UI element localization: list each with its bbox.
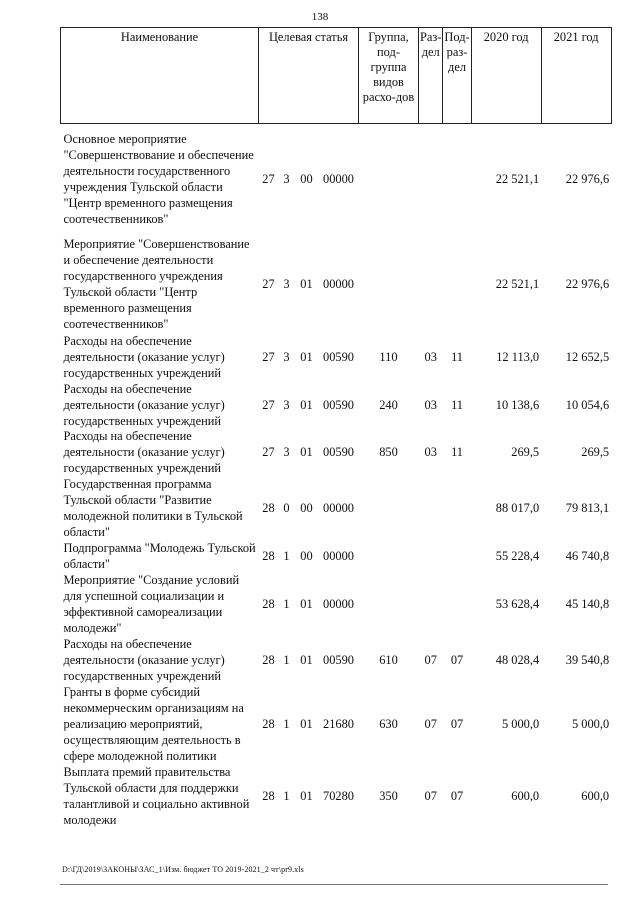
expense-group — [359, 573, 419, 637]
target-event: 00 — [300, 549, 313, 564]
razdel: 03 — [424, 445, 437, 460]
value-2021: 600,0 — [581, 788, 610, 803]
table-row — [61, 429, 612, 477]
podrazdel — [443, 236, 471, 334]
podrazdel — [443, 573, 471, 637]
value-2021: 10 054,6 — [565, 397, 610, 412]
target-program: 28 — [262, 716, 275, 731]
row-name: Расходы на обеспечение деятельности (оказание услуг) государственных учреждений — [63, 429, 225, 476]
razdel — [419, 541, 443, 573]
target-event: 01 — [300, 716, 313, 731]
target-direction: 00590 — [323, 653, 354, 668]
target-direction: 00000 — [323, 501, 354, 516]
value-2020: 5 000,0 — [501, 716, 540, 731]
target-event: 01 — [300, 653, 313, 668]
target-direction: 00590 — [323, 445, 354, 460]
budget-table — [60, 27, 612, 829]
target-event: 01 — [300, 397, 313, 412]
podrazdel: 11 — [451, 397, 463, 412]
target-direction: 21680 — [323, 716, 354, 731]
expense-group: 630 — [379, 716, 398, 731]
target-program: 27 — [262, 397, 275, 412]
target-subprogram: 3 — [283, 445, 290, 460]
value-2020: 600,0 — [511, 788, 540, 803]
target-subprogram: 1 — [283, 788, 290, 803]
razdel — [419, 477, 443, 541]
value-2021: 39 540,8 — [565, 653, 610, 668]
target-direction: 00590 — [323, 349, 354, 364]
table-row — [61, 124, 612, 237]
table-row — [61, 541, 612, 573]
target-program: 28 — [262, 597, 275, 612]
row-name: Государственная программа Тульской области "Развитие молодежной политики в Тульской области" — [63, 477, 243, 540]
razdel: 07 — [424, 788, 437, 803]
value-2021: 269,5 — [581, 445, 610, 460]
table-row — [61, 637, 612, 685]
razdel: 07 — [424, 716, 437, 731]
target-subprogram: 1 — [283, 597, 290, 612]
target-subprogram: 1 — [283, 549, 290, 564]
value-2020: 22 521,1 — [495, 172, 540, 187]
value-2020: 55 228,4 — [495, 549, 540, 564]
target-event: 01 — [300, 597, 313, 612]
row-name: Гранты в форме субсидий некоммерческим организациям на реализацию мероприятий, осуществляющим деятельность в сфере молодежной политики — [63, 685, 244, 763]
header-podrazdel: Под-раз-дел — [443, 28, 471, 124]
value-2020: 48 028,4 — [495, 653, 540, 668]
table-row — [61, 685, 612, 765]
target-direction: 00000 — [323, 277, 354, 292]
value-2020: 22 521,1 — [495, 277, 540, 292]
row-name: Расходы на обеспечение деятельности (оказание услуг) государственных учреждений — [63, 381, 225, 428]
expense-group: 240 — [379, 397, 398, 412]
header-target: Целевая статья — [259, 28, 359, 124]
target-program: 27 — [262, 277, 275, 292]
table-row — [61, 382, 612, 430]
target-subprogram: 1 — [283, 653, 290, 668]
razdel: 07 — [424, 653, 437, 668]
page-number: 138 — [311, 11, 329, 23]
table-row — [61, 573, 612, 637]
header-2020: 2020 год — [471, 28, 541, 124]
value-2020: 12 113,0 — [496, 349, 540, 364]
row-name: Расходы на обеспечение деятельности (оказание услуг) государственных учреждений — [63, 637, 225, 683]
footer-file-path: D:\ГД\2019\ЗАКОНЫ\ЗАС_1\Изм. бюджет ТО 2019-2021_2 чт\pr9.xls — [62, 865, 304, 874]
expense-group: 610 — [379, 653, 398, 668]
target-event: 01 — [300, 277, 313, 292]
value-2020: 269,5 — [511, 445, 540, 460]
podrazdel: 07 — [450, 716, 464, 731]
target-direction: 00000 — [323, 597, 354, 612]
target-event: 01 — [300, 349, 313, 364]
target-program: 28 — [262, 788, 275, 803]
target-subprogram: 3 — [283, 397, 290, 412]
row-name: Основное мероприятие "Совершенствование и обеспечение деятельности государственного учреждения Тульской области "Центр временного размещения соотечественников" — [63, 132, 254, 226]
value-2021: 22 976,6 — [565, 172, 610, 187]
podrazdel — [443, 541, 471, 573]
row-name: Мероприятие "Создание условий для успешной социализации и эффективной самореализации молодежи" — [63, 573, 240, 636]
table-row — [61, 765, 612, 829]
value-2021: 12 652,5 — [565, 349, 610, 364]
value-2020: 88 017,0 — [495, 501, 540, 516]
value-2020: 53 628,4 — [495, 597, 540, 612]
expense-group — [359, 477, 419, 541]
target-subprogram: 1 — [283, 716, 290, 731]
target-event: 00 — [300, 501, 313, 516]
header-2021: 2021 год — [541, 28, 611, 124]
target-subprogram: 0 — [283, 501, 290, 516]
razdel: 03 — [424, 397, 437, 412]
target-direction: 00590 — [323, 397, 354, 412]
row-name: Расходы на обеспечение деятельности (оказание услуг) государственных учреждений — [63, 334, 225, 380]
podrazdel — [443, 477, 471, 541]
target-event: 00 — [300, 172, 313, 187]
table-row — [61, 236, 612, 334]
table-body — [61, 124, 612, 829]
expense-group: 850 — [379, 445, 398, 460]
podrazdel: 07 — [450, 788, 464, 803]
value-2021: 5 000,0 — [571, 716, 610, 731]
bottom-divider — [60, 884, 608, 885]
target-program: 27 — [262, 172, 275, 187]
target-subprogram: 3 — [283, 172, 290, 187]
header-group: Группа, под-группа видов расхо-дов — [359, 28, 419, 124]
target-program: 27 — [262, 349, 275, 364]
value-2020: 10 138,6 — [495, 397, 540, 412]
target-subprogram: 3 — [283, 277, 290, 292]
podrazdel: 07 — [450, 653, 464, 668]
expense-group — [359, 541, 419, 573]
target-direction: 70280 — [323, 788, 354, 803]
value-2021: 22 976,6 — [565, 277, 610, 292]
value-2021: 79 813,1 — [565, 501, 610, 516]
podrazdel: 11 — [451, 445, 463, 460]
header-razdel: Раз-дел — [419, 28, 443, 124]
razdel — [419, 573, 443, 637]
target-program: 28 — [262, 549, 275, 564]
target-direction: 00000 — [323, 549, 354, 564]
expense-group — [359, 236, 419, 334]
target-direction: 00000 — [323, 172, 354, 187]
expense-group: 350 — [379, 788, 398, 803]
row-name: Подпрограмма "Молодежь Тульской области" — [63, 541, 256, 572]
expense-group — [359, 124, 419, 237]
row-name: Выплата премий правительства Тульской области для поддержки талантливой и социально активной молодежи — [63, 765, 250, 827]
header-name: Наименование — [61, 28, 259, 124]
table-row — [61, 334, 612, 382]
value-2021: 45 140,8 — [565, 597, 610, 612]
razdel — [419, 236, 443, 334]
podrazdel: 11 — [451, 349, 463, 364]
target-event: 01 — [300, 788, 313, 803]
value-2021: 46 740,8 — [565, 549, 610, 564]
target-program: 28 — [262, 501, 275, 516]
header-row — [61, 28, 612, 124]
razdel: 03 — [424, 349, 437, 364]
table-row — [61, 477, 612, 541]
podrazdel — [443, 124, 471, 237]
row-name: Мероприятие "Совершенствование и обеспечение деятельности государственного учреждения Тульской области "Центр временного размещения соотечественников" — [63, 237, 250, 331]
target-program: 27 — [262, 445, 275, 460]
target-subprogram: 3 — [283, 349, 290, 364]
expense-group: 110 — [379, 349, 398, 364]
target-program: 28 — [262, 653, 275, 668]
target-event: 01 — [300, 445, 313, 460]
razdel — [419, 124, 443, 237]
